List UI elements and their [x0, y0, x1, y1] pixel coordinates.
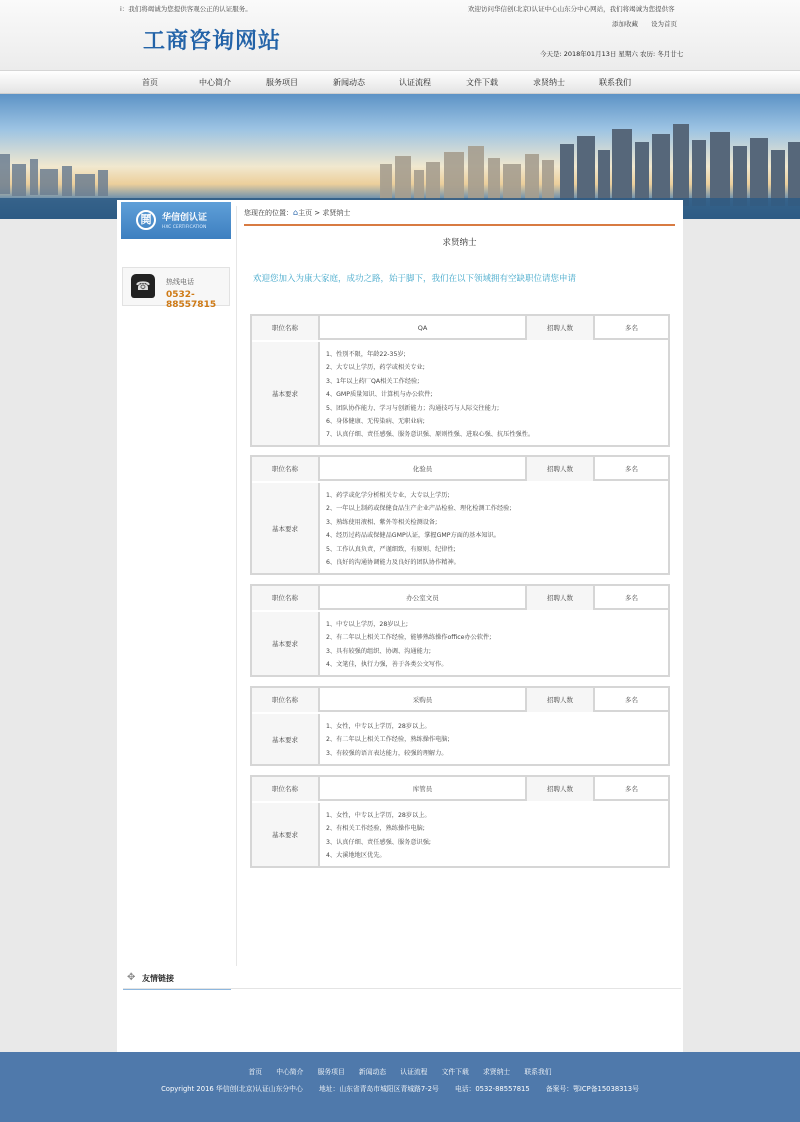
home-icon: ⌂ — [293, 208, 299, 217]
requirement-item: 5、工作认真负责，严谨细致，有原则、纪律性; — [326, 545, 456, 553]
hotline-box — [122, 267, 230, 310]
requirements-label: 基本要求 — [252, 803, 320, 866]
job-header-row — [252, 688, 668, 712]
position-label: 职位名称 — [252, 457, 320, 481]
friend-links-title: 友情链接 — [142, 974, 174, 983]
position-label: 职位名称 — [252, 586, 320, 610]
requirements-list — [326, 809, 431, 863]
job-table — [250, 455, 670, 575]
requirements-list — [326, 348, 534, 442]
header-date: 今天是: 2018年01月13日 星期六 农历: 冬月廿七 — [540, 50, 684, 58]
count-label: 招聘人数 — [527, 688, 595, 712]
nav-item-home[interactable]: 首页 — [142, 78, 158, 87]
requirement-item: 1、性别不限，年龄22-35岁; — [326, 351, 406, 358]
count-label: 招聘人数 — [527, 316, 595, 340]
requirements-label: 基本要求 — [252, 483, 320, 573]
requirement-item: 2、有二年以上相关工作经验，熟练操作电脑; — [326, 736, 450, 744]
job-table — [250, 584, 670, 677]
footer-icp[interactable]: 备案号：鄂ICP备15038313号 — [545, 1085, 639, 1093]
brand-subtitle: HXC CERTIFICATION — [162, 225, 207, 230]
header-welcome: 欢迎访问华信创(北京)认证中心山东分中心网站，我们将竭诚为您提供客 — [468, 5, 675, 13]
friend-links-header — [123, 970, 231, 990]
requirement-item: 4、大溪地地区优先。 — [326, 852, 386, 860]
job-header-row — [252, 316, 668, 340]
position-title: 采购员 — [320, 688, 527, 712]
count-value: 多名 — [625, 594, 638, 602]
footer-link-news[interactable]: 新闻动态 — [358, 1068, 387, 1076]
requirement-item: 4、经历过药品或保健品GMP认证，掌握GMP方面的基本知识。 — [326, 532, 500, 540]
nav-item-services[interactable]: 服务项目 — [266, 78, 298, 87]
requirement-item: 2、大专以上学历，药学或相关专业; — [326, 364, 425, 372]
requirement-item: 3、认真仔细、责任感强、服务意识强; — [326, 838, 432, 846]
job-header-row — [252, 586, 668, 610]
footer-link-home[interactable]: 首页 — [248, 1068, 263, 1076]
footer-address: 地址：山东省青岛市城阳区青城路7-2号 — [318, 1085, 439, 1093]
requirement-item: 3、1年以上药厂QA相关工作经验; — [326, 377, 420, 385]
nav-item-process[interactable]: 认证流程 — [399, 78, 431, 87]
position-label: 职位名称 — [252, 316, 320, 340]
breadcrumb-current: 求贤纳士 — [322, 209, 351, 217]
requirements-label: 基本要求 — [252, 612, 320, 675]
brand-name: 华信创认证 — [162, 213, 208, 223]
count-value: 多名 — [625, 785, 638, 793]
footer-nav — [0, 1066, 800, 1076]
puzzle-icon: ✥ — [127, 972, 136, 983]
position-label: 职位名称 — [252, 688, 320, 712]
brand-mark-icon: 鬨 — [136, 210, 156, 230]
set-home-link[interactable]: 设为首页 — [651, 20, 677, 28]
requirements-list — [326, 618, 491, 672]
job-table — [250, 314, 670, 447]
requirement-item: 3、具有较强的组织、协调、沟通能力; — [326, 647, 432, 655]
requirement-item: 2、一年以上制药或保健食品生产企业产品检验、理化检测工作经验; — [326, 505, 512, 513]
requirement-item: 7、认真仔细、责任感强、服务意识强、原则性强、进取心强、抗压性强性。 — [326, 431, 535, 439]
footer-link-process[interactable]: 认证流程 — [400, 1068, 428, 1076]
footer-link-services[interactable]: 服务项目 — [317, 1068, 345, 1076]
intro-text: 欢迎您加入为康大家庭，成功之路，始于脚下，我们在以下领域拥有空缺职位请您申请 — [253, 274, 577, 284]
count-value: 多名 — [625, 465, 638, 473]
breadcrumb-separator: > — [312, 209, 323, 217]
add-favorite-link[interactable]: 添加收藏 — [612, 20, 638, 28]
footer-info — [0, 1083, 800, 1093]
sidebar-brand-logo[interactable] — [121, 202, 231, 239]
requirements-list — [326, 720, 450, 760]
count-label: 招聘人数 — [527, 586, 595, 610]
job-table — [250, 775, 670, 868]
position-label: 职位名称 — [252, 777, 320, 801]
count-label: 招聘人数 — [527, 777, 595, 801]
requirement-item: 1、中专以上学历，28岁以上; — [326, 621, 408, 628]
requirement-item: 3、有较强的语言表达能力，较强的理解力。 — [326, 749, 448, 757]
footer-link-downloads[interactable]: 文件下载 — [441, 1068, 469, 1076]
nav-item-contact[interactable]: 联系我们 — [599, 78, 631, 87]
footer-link-contact[interactable]: 联系我们 — [524, 1068, 552, 1076]
requirement-item: 6、身体健康、无传染病、无职业病; — [326, 418, 425, 426]
nav-item-news[interactable]: 新闻动态 — [333, 78, 365, 87]
nav-item-downloads[interactable]: 文件下载 — [466, 78, 498, 87]
requirement-item: 1、女性，中专以上学历，28岁以上。 — [326, 723, 431, 730]
telephone-icon: ☎ — [131, 274, 155, 298]
requirement-item: 1、药学或化学分析相关专业，大专以上学历; — [326, 492, 450, 499]
job-header-row — [252, 457, 668, 481]
requirements-label: 基本要求 — [252, 342, 320, 445]
position-title: 库管员 — [320, 777, 527, 801]
count-label: 招聘人数 — [527, 457, 595, 481]
header-notice: i：我们将竭诚为您提供客观公正的认证服务。 — [120, 5, 252, 13]
requirement-item: 4、GMP质量知识、计算机与办公软件; — [326, 391, 433, 399]
position-title: QA — [320, 316, 527, 340]
footer-link-careers[interactable]: 求贤纳士 — [483, 1068, 511, 1076]
requirements-list — [326, 489, 511, 569]
breadcrumb — [244, 208, 350, 218]
requirement-item: 3、熟练使用液相、紫外等相关检测设备; — [326, 518, 438, 526]
requirement-item: 4、文笔佳，执行力强，善于各类公文写作。 — [326, 661, 448, 669]
count-value: 多名 — [625, 696, 638, 704]
hotline-number: 0532-88557815 — [166, 290, 217, 310]
breadcrumb-underline — [244, 224, 675, 226]
column-divider — [236, 206, 237, 966]
page-title: 求贤纳士 — [442, 238, 477, 248]
footer — [0, 1052, 800, 1122]
position-title: 办公室文员 — [320, 586, 527, 610]
requirement-item: 2、有相关工作经验，熟练操作电脑; — [326, 825, 425, 833]
footer-link-about[interactable]: 中心简介 — [276, 1068, 304, 1076]
requirement-item: 5、团队协作能力、学习与创新能力；沟通技巧与人际交往能力; — [326, 404, 500, 412]
requirement-item: 2、有二年以上相关工作经验，能够熟练操作office办公软件; — [326, 634, 492, 642]
position-title: 化验员 — [320, 457, 527, 481]
friend-links-divider — [123, 988, 681, 989]
footer-copyright: Copyright 2016 华信创(北京)认证山东分中心 — [161, 1085, 303, 1093]
job-table — [250, 686, 670, 766]
hotline-label: 热线电话 — [166, 278, 194, 286]
requirement-item: 1、女性，中专以上学历，28岁以上。 — [326, 812, 431, 819]
requirement-item: 6、良好的沟通协调能力及良好的团队协作精神。 — [326, 559, 460, 567]
breadcrumb-prefix: 您现在的位置： — [244, 209, 293, 217]
breadcrumb-home-link[interactable]: 主页 — [298, 209, 313, 217]
top-bar — [0, 0, 800, 70]
main-nav — [0, 70, 800, 94]
site-logo[interactable]: 工商咨询网站 — [143, 29, 282, 54]
job-header-row — [252, 777, 668, 801]
footer-phone: 电话：0532-88557815 — [454, 1085, 530, 1093]
nav-item-about[interactable]: 中心简介 — [199, 78, 231, 87]
nav-item-careers[interactable]: 求贤纳士 — [533, 78, 565, 87]
requirements-label: 基本要求 — [252, 714, 320, 764]
count-value: 多名 — [625, 324, 638, 332]
